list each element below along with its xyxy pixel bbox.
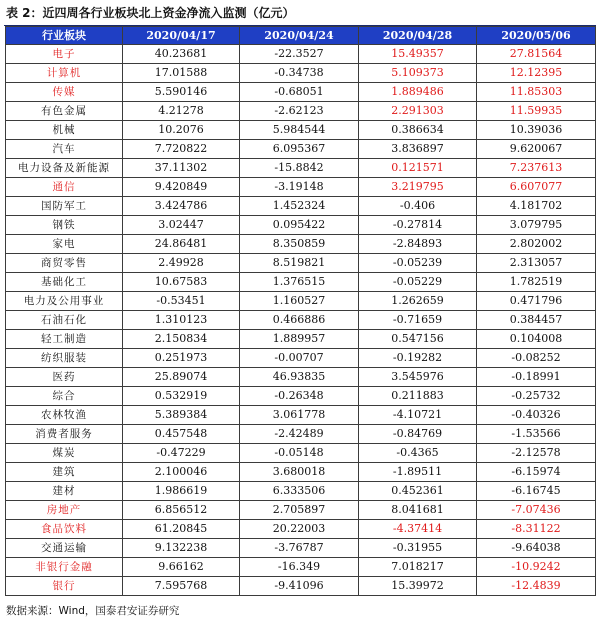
value-cell: 3.219795	[359, 178, 477, 197]
value-cell: 0.547156	[359, 330, 477, 349]
value-cell: 0.104008	[477, 330, 596, 349]
value-cell: 27.81564	[477, 45, 596, 64]
value-cell: -0.25732	[477, 387, 596, 406]
industry-name-cell: 国防军工	[6, 197, 123, 216]
value-cell: 3.079795	[477, 216, 596, 235]
value-cell: 7.595768	[123, 577, 240, 596]
table-row	[6, 216, 596, 235]
value-cell: 0.386634	[359, 121, 477, 140]
value-cell: 3.02447	[123, 216, 240, 235]
value-cell: -16.349	[240, 558, 359, 577]
industry-name-cell: 房地产	[6, 501, 123, 520]
value-cell: 8.041681	[359, 501, 477, 520]
industry-name-cell: 银行	[6, 577, 123, 596]
value-cell: 4.21278	[123, 102, 240, 121]
table-row	[6, 178, 596, 197]
value-cell: 2.291303	[359, 102, 477, 121]
industry-name-cell: 家电	[6, 235, 123, 254]
table-row	[6, 406, 596, 425]
industry-name-cell: 医药	[6, 368, 123, 387]
value-cell: 5.590146	[123, 83, 240, 102]
table-row	[6, 235, 596, 254]
value-cell: 2.49928	[123, 254, 240, 273]
industry-name-cell: 传媒	[6, 83, 123, 102]
value-cell: -0.27814	[359, 216, 477, 235]
table-row	[6, 273, 596, 292]
industry-name-cell: 纺织服装	[6, 349, 123, 368]
value-cell: 0.121571	[359, 159, 477, 178]
table-row	[6, 368, 596, 387]
value-cell: 3.061778	[240, 406, 359, 425]
industry-name-cell: 通信	[6, 178, 123, 197]
value-cell: -0.71659	[359, 311, 477, 330]
value-cell: -0.08252	[477, 349, 596, 368]
value-cell: 0.095422	[240, 216, 359, 235]
value-cell: 24.86481	[123, 235, 240, 254]
value-cell: -2.42489	[240, 425, 359, 444]
northbound-flow-table	[5, 26, 596, 596]
value-cell: -0.4365	[359, 444, 477, 463]
value-cell: 6.607077	[477, 178, 596, 197]
table-row	[6, 45, 596, 64]
value-cell: 10.39036	[477, 121, 596, 140]
value-cell: -12.4839	[477, 577, 596, 596]
value-cell: 1.986619	[123, 482, 240, 501]
value-cell: 0.452361	[359, 482, 477, 501]
value-cell: -1.53566	[477, 425, 596, 444]
header-date-1: 2020/04/17	[123, 27, 240, 45]
value-cell: -0.53451	[123, 292, 240, 311]
value-cell: -0.05239	[359, 254, 477, 273]
value-cell: 1.782519	[477, 273, 596, 292]
value-cell: 10.67583	[123, 273, 240, 292]
value-cell: -7.07436	[477, 501, 596, 520]
value-cell: 0.471796	[477, 292, 596, 311]
value-cell: 5.389384	[123, 406, 240, 425]
table-row	[6, 83, 596, 102]
value-cell: -22.3527	[240, 45, 359, 64]
table-row	[6, 102, 596, 121]
industry-name-cell: 机械	[6, 121, 123, 140]
table-row	[6, 501, 596, 520]
value-cell: 15.49357	[359, 45, 477, 64]
value-cell: -9.64038	[477, 539, 596, 558]
value-cell: 3.680018	[240, 463, 359, 482]
table-row	[6, 539, 596, 558]
value-cell: 7.720822	[123, 140, 240, 159]
table-row	[6, 463, 596, 482]
value-cell: 1.160527	[240, 292, 359, 311]
value-cell: 1.889486	[359, 83, 477, 102]
value-cell: 2.313057	[477, 254, 596, 273]
data-source-note: 数据来源：Wind，国泰君安证券研究	[6, 605, 180, 617]
value-cell: 1.262659	[359, 292, 477, 311]
value-cell: -15.8842	[240, 159, 359, 178]
value-cell: 3.836897	[359, 140, 477, 159]
industry-name-cell: 建筑	[6, 463, 123, 482]
header-date-3: 2020/04/28	[359, 27, 477, 45]
value-cell: 1.889957	[240, 330, 359, 349]
industry-name-cell: 交通运输	[6, 539, 123, 558]
value-cell: -0.68051	[240, 83, 359, 102]
industry-name-cell: 电子	[6, 45, 123, 64]
header-date-4: 2020/05/06	[477, 27, 596, 45]
value-cell: -8.31122	[477, 520, 596, 539]
value-cell: 1.310123	[123, 311, 240, 330]
industry-name-cell: 建材	[6, 482, 123, 501]
value-cell: 7.018217	[359, 558, 477, 577]
table-row	[6, 387, 596, 406]
industry-name-cell: 电力设备及新能源	[6, 159, 123, 178]
table-row	[6, 121, 596, 140]
value-cell: 0.532919	[123, 387, 240, 406]
table-row	[6, 197, 596, 216]
value-cell: -0.26348	[240, 387, 359, 406]
value-cell: 3.545976	[359, 368, 477, 387]
value-cell: 6.333506	[240, 482, 359, 501]
value-cell: 2.100046	[123, 463, 240, 482]
value-cell: 11.85303	[477, 83, 596, 102]
value-cell: 12.12395	[477, 64, 596, 83]
value-cell: 46.93835	[240, 368, 359, 387]
value-cell: 7.237613	[477, 159, 596, 178]
table-row	[6, 558, 596, 577]
table-row	[6, 254, 596, 273]
table-row	[6, 444, 596, 463]
header-industry: 行业板块	[6, 27, 123, 45]
value-cell: 40.23681	[123, 45, 240, 64]
value-cell: 0.251973	[123, 349, 240, 368]
value-cell: 25.89074	[123, 368, 240, 387]
industry-name-cell: 煤炭	[6, 444, 123, 463]
value-cell: -6.15974	[477, 463, 596, 482]
table-row	[6, 520, 596, 539]
industry-name-cell: 轻工制造	[6, 330, 123, 349]
table-row	[6, 425, 596, 444]
industry-name-cell: 汽车	[6, 140, 123, 159]
value-cell: -0.406	[359, 197, 477, 216]
value-cell: 15.39972	[359, 577, 477, 596]
value-cell: 1.376515	[240, 273, 359, 292]
value-cell: 61.20845	[123, 520, 240, 539]
value-cell: 4.181702	[477, 197, 596, 216]
table-row	[6, 349, 596, 368]
table-header-row	[6, 27, 596, 45]
industry-name-cell: 非银行金融	[6, 558, 123, 577]
value-cell: 5.109373	[359, 64, 477, 83]
value-cell: -10.9242	[477, 558, 596, 577]
industry-name-cell: 石油石化	[6, 311, 123, 330]
table-row	[6, 292, 596, 311]
industry-name-cell: 电力及公用事业	[6, 292, 123, 311]
value-cell: -0.34738	[240, 64, 359, 83]
value-cell: 11.59935	[477, 102, 596, 121]
value-cell: 9.132238	[123, 539, 240, 558]
value-cell: 0.384457	[477, 311, 596, 330]
table-row	[6, 64, 596, 83]
value-cell: -0.00707	[240, 349, 359, 368]
value-cell: 0.457548	[123, 425, 240, 444]
table-row	[6, 159, 596, 178]
value-cell: 1.452324	[240, 197, 359, 216]
value-cell: -0.05148	[240, 444, 359, 463]
industry-name-cell: 基础化工	[6, 273, 123, 292]
industry-name-cell: 商贸零售	[6, 254, 123, 273]
value-cell: 8.519821	[240, 254, 359, 273]
value-cell: -0.19282	[359, 349, 477, 368]
industry-name-cell: 消费者服务	[6, 425, 123, 444]
value-cell: -2.62123	[240, 102, 359, 121]
value-cell: 8.350859	[240, 235, 359, 254]
value-cell: -2.12578	[477, 444, 596, 463]
value-cell: 37.11302	[123, 159, 240, 178]
value-cell: -0.84769	[359, 425, 477, 444]
value-cell: 9.620067	[477, 140, 596, 159]
value-cell: -0.47229	[123, 444, 240, 463]
value-cell: -6.16745	[477, 482, 596, 501]
value-cell: 6.095367	[240, 140, 359, 159]
value-cell: 9.420849	[123, 178, 240, 197]
industry-name-cell: 农林牧渔	[6, 406, 123, 425]
value-cell: 20.22003	[240, 520, 359, 539]
table-row	[6, 577, 596, 596]
value-cell: 10.2076	[123, 121, 240, 140]
value-cell: 17.01588	[123, 64, 240, 83]
value-cell: 9.66162	[123, 558, 240, 577]
value-cell: 2.705897	[240, 501, 359, 520]
value-cell: 5.984544	[240, 121, 359, 140]
industry-name-cell: 有色金属	[6, 102, 123, 121]
value-cell: 3.424786	[123, 197, 240, 216]
value-cell: -4.37414	[359, 520, 477, 539]
industry-name-cell: 综合	[6, 387, 123, 406]
value-cell: -3.19148	[240, 178, 359, 197]
table-row	[6, 311, 596, 330]
value-cell: -4.10721	[359, 406, 477, 425]
value-cell: -1.89511	[359, 463, 477, 482]
value-cell: -9.41096	[240, 577, 359, 596]
industry-name-cell: 钢铁	[6, 216, 123, 235]
table-row	[6, 140, 596, 159]
industry-name-cell: 计算机	[6, 64, 123, 83]
table-row	[6, 330, 596, 349]
header-date-2: 2020/04/24	[240, 27, 359, 45]
value-cell: 0.466886	[240, 311, 359, 330]
table-caption: 表 2：近四周各行业板块北上资金净流入监测（亿元）	[6, 6, 295, 20]
table-row	[6, 482, 596, 501]
value-cell: -2.84893	[359, 235, 477, 254]
value-cell: 2.802002	[477, 235, 596, 254]
value-cell: -0.18991	[477, 368, 596, 387]
value-cell: -0.31955	[359, 539, 477, 558]
value-cell: -0.40326	[477, 406, 596, 425]
value-cell: -3.76787	[240, 539, 359, 558]
value-cell: 0.211883	[359, 387, 477, 406]
industry-name-cell: 食品饮料	[6, 520, 123, 539]
value-cell: 2.150834	[123, 330, 240, 349]
value-cell: -0.05229	[359, 273, 477, 292]
value-cell: 6.856512	[123, 501, 240, 520]
table-body	[6, 45, 596, 596]
